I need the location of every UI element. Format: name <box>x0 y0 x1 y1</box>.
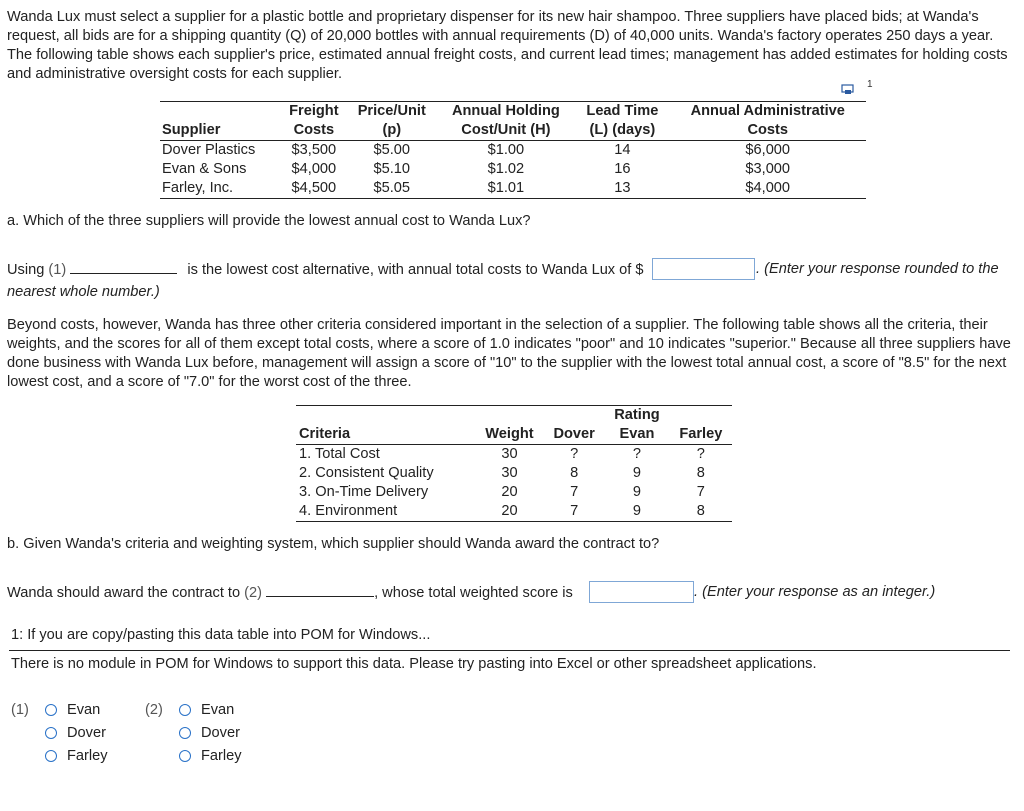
hint-a-2: nearest whole number.) <box>7 284 160 300</box>
dropdown-ref-2: (2) <box>244 585 262 601</box>
answer-a-line: Using (1) is the lowest cost alternative, with annual total costs to Wanda Lux of $ <box>7 262 644 278</box>
choice-1-dover[interactable]: Dover <box>11 721 108 744</box>
table-row: Dover Plastics $3,500 $5.00 $1.00 14 $6,000 <box>162 142 791 158</box>
footnote-text: There is no module in POM for Windows to support this data. Please try pasting into Excel or other spreadsheet applications. <box>11 656 817 672</box>
radio-icon[interactable] <box>179 704 191 716</box>
table-row: 4. Environment 20 7 9 8 <box>296 502 732 522</box>
choice-2-evan[interactable]: (2) Evan <box>145 701 235 718</box>
header-evan: Evan <box>604 425 669 445</box>
table-row: 2. Consistent Quality 30 8 9 8 <box>299 465 705 481</box>
radio-icon[interactable] <box>179 727 191 739</box>
header-freight-2: Costs <box>281 121 347 141</box>
header-holding-2: Cost/Unit (H) <box>437 121 576 141</box>
header-lead-2: (L) (days) <box>575 121 669 141</box>
header-lead: Lead Time <box>586 103 659 119</box>
header-farley: Farley <box>670 425 732 445</box>
header-dover: Dover <box>544 425 604 445</box>
intro-paragraph: Wanda Lux must select a supplier for a plastic bottle and proprietary dispenser for its new hair shampoo. Three suppliers have placed bids; at Wanda's request, all bids are for a shipping quantity (Q) of 20,000 bottles with annual requirements (D) of 40,000 units. Wanda's factory operates 250 days a year. The following table shows each supplier's price, estimated annual freight costs, and current lead times; management has added estimates for holding costs and administrative oversight costs for each supplier. <box>7 9 1008 82</box>
header-freight: Freight <box>289 103 339 119</box>
table-row: 3. On-Time Delivery 20 7 9 7 <box>299 484 705 500</box>
table-row: 1. Total Cost 30 ? ? ? <box>299 446 705 462</box>
header-price-2: (p) <box>347 121 436 141</box>
question-b: b. Given Wanda's criteria and weighting system, which supplier should Wanda award the contract to? <box>7 536 660 552</box>
radio-icon[interactable] <box>45 704 57 716</box>
footnote-marker: 1 <box>867 79 873 90</box>
supplier-blank-1[interactable] <box>70 260 177 274</box>
header-weight: Weight <box>475 425 544 445</box>
hint-b: . (Enter your response as an integer.) <box>694 584 936 600</box>
question-a: a. Which of the three suppliers will provide the lowest annual cost to Wanda Lux? <box>7 213 531 229</box>
header-price: Price/Unit <box>357 103 426 119</box>
hint-a: . (Enter your response rounded to the <box>756 261 999 277</box>
header-criteria: Criteria <box>296 425 475 445</box>
header-rating: Rating <box>614 407 660 423</box>
choice-2-dover[interactable]: Dover <box>145 721 242 744</box>
total-cost-input[interactable] <box>652 258 755 280</box>
header-admin: Annual Administrative <box>690 103 845 119</box>
header-supplier: Supplier <box>160 121 281 141</box>
header-admin-2: Costs <box>669 121 866 141</box>
dropdown-ref-1: (1) <box>48 262 67 278</box>
supplier-table <box>160 101 866 199</box>
copy-table-icon[interactable] <box>841 84 854 95</box>
radio-icon[interactable] <box>45 750 57 762</box>
choices-1 <box>11 698 108 767</box>
table-row: Farley, Inc. $4,500 $5.05 $1.01 13 $4,000 <box>160 179 866 199</box>
choice-2-farley[interactable]: Farley <box>145 744 242 767</box>
choice-1-farley[interactable]: Farley <box>11 744 108 767</box>
footnote-title: 1: If you are copy/pasting this data table into POM for Windows... <box>11 627 431 643</box>
header-holding: Annual Holding <box>451 103 560 119</box>
choice-1-evan[interactable]: (1) Evan <box>11 701 101 718</box>
table-row: Evan & Sons $4,000 $5.10 $1.02 16 $3,000 <box>162 161 791 177</box>
weighted-score-input[interactable] <box>589 581 694 603</box>
supplier-blank-2[interactable] <box>266 583 374 597</box>
choices-2 <box>145 698 242 767</box>
radio-icon[interactable] <box>179 750 191 762</box>
criteria-paragraph: Beyond costs, however, Wanda has three other criteria considered important in the selection of a supplier. The following table shows all the criteria, their weights, and the scores for all of them except total costs, where a score of 1.0 indicates "poor" and 10 indicates "superior." Because all three suppliers have done business with Wanda Lux before, management will assign a score of "10" to the supplier with the lowest total annual cost, a score of "8.5" for the next lowest cost, and a score of "7.0" for the worst cost of the three. <box>7 317 1011 390</box>
answer-b-line: Wanda should award the contract to (2) , whose total weighted score is <box>7 585 573 601</box>
criteria-table <box>296 405 732 522</box>
radio-icon[interactable] <box>45 727 57 739</box>
footnote-divider <box>9 650 1010 651</box>
